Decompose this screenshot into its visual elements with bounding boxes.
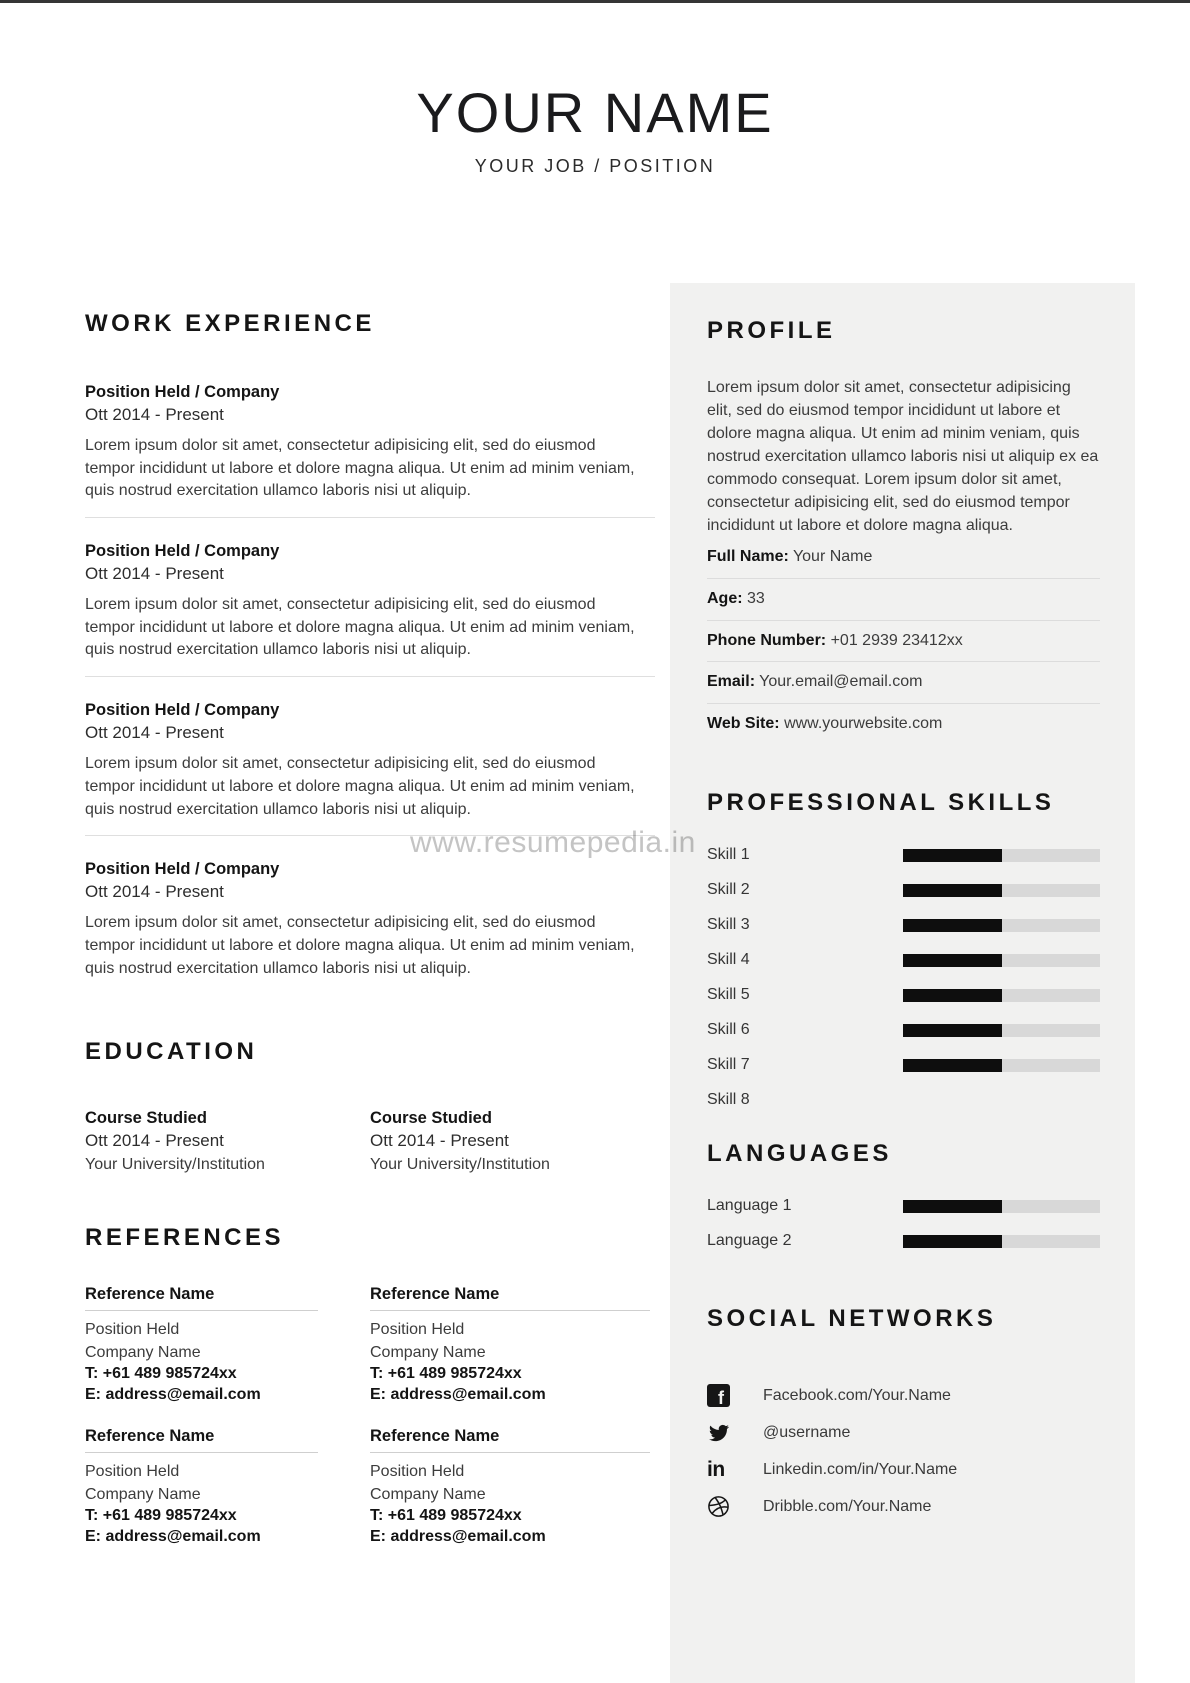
work-experience-list bbox=[85, 383, 655, 981]
language-row bbox=[707, 1189, 1100, 1224]
job-position: YOUR JOB / POSITION bbox=[474, 155, 716, 176]
language-bar bbox=[903, 1200, 1100, 1213]
page-top-rule bbox=[0, 0, 1190, 3]
email-value[interactable]: Your.email@email.com bbox=[759, 673, 923, 691]
work-description: Lorem ipsum dolor sit amet, consectetur adipisicing elit, sed do eiusmod tempor incididunt ut labore et dolore magna aliqua. Ut enim ad minim veniam, quis nostrud exercitation ullamco laboris nisi ut aliquip. bbox=[85, 755, 635, 818]
reference-phone: T: +61 489 985724xx bbox=[370, 1507, 522, 1525]
social-row-dribbble bbox=[707, 1488, 1100, 1525]
work-period: Ott 2014 - Present bbox=[85, 404, 224, 424]
reference-phone: T: +61 489 985724xx bbox=[85, 1507, 237, 1525]
language-bar-fill bbox=[903, 1200, 1002, 1213]
skill-bar-fill bbox=[903, 1059, 1002, 1072]
language-row bbox=[707, 1224, 1100, 1259]
skill-row bbox=[707, 1083, 1100, 1118]
skill-bar-fill bbox=[903, 849, 1002, 862]
institution-name: Your University/Institution bbox=[370, 1156, 550, 1174]
work-entry bbox=[85, 701, 655, 836]
detail-value: 33 bbox=[747, 589, 765, 607]
detail-label: Age: bbox=[707, 589, 743, 607]
work-description: Lorem ipsum dolor sit amet, consectetur adipisicing elit, sed do eiusmod tempor incididunt ut labore et dolore magna aliqua. Ut enim ad minim veniam, quis nostrud exercitation ullamco laboris nisi ut aliquip. bbox=[85, 595, 635, 659]
position-title: Position Held / Company bbox=[85, 382, 280, 401]
language-bar-fill bbox=[903, 1235, 1002, 1248]
skill-label: Skill 5 bbox=[707, 986, 750, 1004]
reference-company: Company Name bbox=[370, 1486, 486, 1504]
social-networks-heading: SOCIAL NETWORKS bbox=[707, 1304, 997, 1332]
work-entry bbox=[85, 383, 655, 518]
social-list bbox=[707, 1377, 1100, 1525]
dribbble-link[interactable]: Dribble.com/Your.Name bbox=[763, 1497, 932, 1515]
reference-company: Company Name bbox=[85, 1486, 201, 1504]
linkedin-link[interactable]: Linkedin.com/in/Your.Name bbox=[763, 1460, 958, 1478]
reference-entry bbox=[85, 1427, 318, 1546]
detail-label: Phone Number: bbox=[707, 631, 827, 649]
watermark: www.resumepedia.in bbox=[410, 826, 696, 859]
detail-row bbox=[707, 621, 1100, 663]
course-name: Course Studied bbox=[370, 1109, 492, 1128]
references-heading: REFERENCES bbox=[85, 1224, 285, 1252]
reference-entry bbox=[370, 1285, 650, 1404]
work-entry bbox=[85, 542, 655, 677]
right-panel bbox=[670, 283, 1135, 1683]
reference-name: Reference Name bbox=[370, 1285, 650, 1311]
education-period: Ott 2014 - Present bbox=[370, 1131, 509, 1151]
reference-email: E: address@email.com bbox=[370, 1386, 546, 1404]
skill-label: Skill 8 bbox=[707, 1091, 750, 1109]
language-label: Language 2 bbox=[707, 1232, 792, 1250]
skill-bar bbox=[903, 1059, 1100, 1072]
reference-name: Reference Name bbox=[85, 1427, 318, 1453]
linkedin-icon: in bbox=[707, 1458, 725, 1482]
skill-bar bbox=[903, 1024, 1100, 1037]
languages-heading: LANGUAGES bbox=[707, 1139, 892, 1167]
skills-list bbox=[707, 838, 1100, 1118]
skill-label: Skill 4 bbox=[707, 951, 750, 969]
website-value[interactable]: www.yourwebsite.com bbox=[784, 715, 943, 733]
skills-heading: PROFESSIONAL SKILLS bbox=[707, 789, 1055, 816]
education-grid bbox=[85, 1109, 655, 1174]
reference-email: E: address@email.com bbox=[85, 1386, 261, 1404]
work-experience-heading: WORK EXPERIENCE bbox=[85, 310, 375, 337]
reference-position: Position Held bbox=[370, 1321, 465, 1339]
reference-phone: T: +61 489 985724xx bbox=[85, 1365, 237, 1383]
profile-text: Lorem ipsum dolor sit amet, consectetur adipisicing elit, sed do eiusmod tempor incididunt ut labore et dolore magna aliqua. Ut enim ad minim veniam, quis nostrud exercitation ullamco laboris nisi ut aliquip ex ea commodo consequat. Lorem ipsum dolor sit amet, consectetur adipisicing elit, sed do eiusmod tempor incididunt ut labore et dolore magna aliqua. bbox=[707, 378, 1099, 534]
work-period: Ott 2014 - Present bbox=[85, 723, 224, 743]
skill-label: Skill 2 bbox=[707, 881, 750, 899]
institution-name: Your University/Institution bbox=[85, 1156, 265, 1174]
twitter-handle[interactable]: @username bbox=[763, 1423, 851, 1441]
detail-value: +01 2939 23412xx bbox=[830, 631, 963, 649]
reference-email: E: address@email.com bbox=[370, 1528, 546, 1546]
skill-label: Skill 7 bbox=[707, 1056, 750, 1074]
skill-bar-fill bbox=[903, 884, 1002, 897]
skill-bar-fill bbox=[903, 1024, 1002, 1037]
skill-row bbox=[707, 873, 1100, 908]
detail-row bbox=[707, 579, 1100, 621]
position-title: Position Held / Company bbox=[85, 701, 280, 720]
resume-header bbox=[0, 81, 1190, 177]
person-name: YOUR NAME bbox=[416, 81, 774, 144]
work-description: Lorem ipsum dolor sit amet, consectetur adipisicing elit, sed do eiusmod tempor incididunt ut labore et dolore magna aliqua. Ut enim ad minim veniam, quis nostrud exercitation ullamco laboris nisi ut aliquip. bbox=[85, 436, 635, 500]
skill-label: Skill 6 bbox=[707, 1021, 750, 1039]
reference-email: E: address@email.com bbox=[85, 1528, 261, 1546]
reference-company: Company Name bbox=[370, 1344, 486, 1362]
skill-row bbox=[707, 1013, 1100, 1048]
reference-company: Company Name bbox=[85, 1344, 201, 1362]
reference-position: Position Held bbox=[85, 1321, 180, 1339]
left-column bbox=[85, 310, 655, 1546]
skill-row bbox=[707, 908, 1100, 943]
detail-row bbox=[707, 537, 1100, 579]
skill-bar-fill bbox=[903, 954, 1002, 967]
reference-position: Position Held bbox=[370, 1463, 465, 1481]
reference-entry bbox=[370, 1427, 650, 1546]
reference-name: Reference Name bbox=[85, 1285, 318, 1311]
references-grid bbox=[85, 1285, 655, 1546]
skill-row bbox=[707, 943, 1100, 978]
detail-value: Your Name bbox=[792, 548, 873, 566]
skill-bar bbox=[903, 884, 1100, 897]
social-row-twitter bbox=[707, 1414, 1100, 1451]
skill-bar bbox=[903, 989, 1100, 1002]
language-label: Language 1 bbox=[707, 1197, 792, 1215]
detail-label: Full Name: bbox=[707, 548, 789, 566]
references-section bbox=[85, 1224, 655, 1546]
education-entry bbox=[85, 1109, 318, 1174]
skill-label: Skill 1 bbox=[707, 846, 750, 864]
languages-list bbox=[707, 1189, 1100, 1259]
reference-position: Position Held bbox=[85, 1463, 180, 1481]
detail-row bbox=[707, 704, 1100, 745]
education-section bbox=[85, 1038, 655, 1174]
education-entry bbox=[370, 1109, 650, 1174]
social-row-facebook bbox=[707, 1377, 1100, 1414]
personal-details-list bbox=[707, 537, 1100, 745]
skill-row bbox=[707, 838, 1100, 873]
detail-label: Web Site: bbox=[707, 715, 780, 733]
detail-label: Email: bbox=[707, 673, 756, 691]
language-bar bbox=[903, 1235, 1100, 1248]
facebook-icon: f bbox=[707, 1384, 730, 1407]
twitter-icon bbox=[707, 1423, 731, 1443]
detail-row bbox=[707, 662, 1100, 704]
dribbble-icon bbox=[707, 1495, 730, 1518]
education-period: Ott 2014 - Present bbox=[85, 1131, 224, 1151]
profile-heading: PROFILE bbox=[707, 317, 836, 344]
work-description: Lorem ipsum dolor sit amet, consectetur adipisicing elit, sed do eiusmod tempor incididunt ut labore et dolore magna aliqua. Ut enim ad minim veniam, quis nostrud exercitation ullamco laboris nisi ut aliquip. bbox=[85, 914, 635, 977]
reference-entry bbox=[85, 1285, 318, 1404]
reference-name: Reference Name bbox=[370, 1427, 650, 1453]
social-row-linkedin bbox=[707, 1451, 1100, 1488]
position-title: Position Held / Company bbox=[85, 541, 280, 560]
work-period: Ott 2014 - Present bbox=[85, 882, 224, 902]
skill-bar bbox=[903, 954, 1100, 967]
reference-phone: T: +61 489 985724xx bbox=[370, 1365, 522, 1383]
position-title: Position Held / Company bbox=[85, 860, 280, 879]
skill-label: Skill 3 bbox=[707, 916, 750, 934]
work-entry bbox=[85, 860, 655, 980]
skill-bar bbox=[903, 919, 1100, 932]
skill-bar-fill bbox=[903, 919, 1002, 932]
work-period: Ott 2014 - Present bbox=[85, 563, 224, 583]
facebook-link[interactable]: Facebook.com/Your.Name bbox=[763, 1386, 951, 1404]
education-heading: EDUCATION bbox=[85, 1038, 258, 1066]
skill-bar-fill bbox=[903, 989, 1002, 1002]
course-name: Course Studied bbox=[85, 1109, 207, 1128]
skill-row bbox=[707, 1048, 1100, 1083]
skill-bar bbox=[903, 849, 1100, 862]
skill-row bbox=[707, 978, 1100, 1013]
